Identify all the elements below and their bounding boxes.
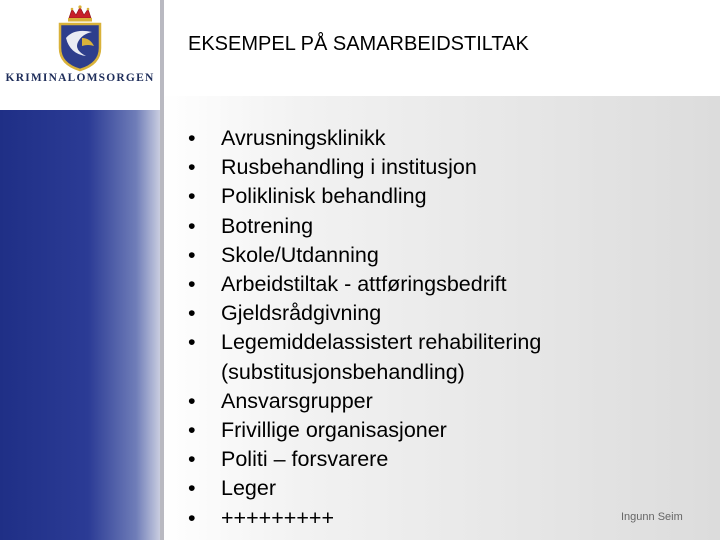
list-item <box>188 153 638 182</box>
bullet-icon: • <box>188 476 196 501</box>
list-item-text: Ansvarsgrupper <box>221 388 373 413</box>
bullet-icon: • <box>188 126 196 150</box>
logo-wordmark: KRIMINALOMSORGEN <box>5 72 155 84</box>
bullet-icon: • <box>188 184 196 209</box>
kriminalomsorgen-emblem-icon <box>52 4 108 72</box>
list-item-text: Skole/Utdanning <box>221 242 379 267</box>
list-item-text: Rusbehandling i institusjon <box>221 155 477 180</box>
list-item <box>188 182 638 211</box>
bullet-icon: • <box>188 155 196 180</box>
sidebar-blue-band <box>0 110 160 540</box>
bullet-icon: • <box>188 330 196 355</box>
bullet-icon: • <box>188 272 196 297</box>
list-item <box>188 270 638 299</box>
bullet-icon: • <box>188 213 196 238</box>
list-item <box>188 299 638 328</box>
list-item-text: +++++++++ <box>221 505 335 530</box>
bullet-icon: • <box>188 301 196 326</box>
bullet-icon: • <box>188 505 196 530</box>
list-item-text: Poliklinisk behandling <box>221 184 427 209</box>
list-item <box>188 241 638 270</box>
list-item-text: Politi – forsvarere <box>221 447 389 472</box>
list-item-text: Arbeidstiltak - attføringsbedrift <box>221 272 507 297</box>
list-item-text: Frivillige organisasjoner <box>221 418 447 443</box>
list-item <box>188 445 638 474</box>
list-item-text: Leger <box>221 476 276 501</box>
bullet-icon: • <box>188 418 196 443</box>
bullet-list <box>188 124 638 533</box>
bullet-icon: • <box>188 447 196 472</box>
list-item <box>188 212 638 241</box>
bullet-icon: • <box>188 242 196 267</box>
list-item <box>188 504 638 533</box>
list-item-text: Gjeldsrådgivning <box>221 301 382 326</box>
list-item <box>188 124 638 153</box>
list-item-text: Avrusningsklinikk <box>221 126 386 150</box>
logo-area <box>0 0 160 110</box>
list-item-text: Botrening <box>221 213 314 238</box>
list-item <box>188 328 638 386</box>
list-item <box>188 387 638 416</box>
bullet-icon: • <box>188 388 196 413</box>
list-item-text: Legemiddelassistert rehabilitering (substitusjonsbehandling) <box>221 330 542 384</box>
footer-author: Ingunn Seim <box>621 511 683 523</box>
slide-title: EKSEMPEL PÅ SAMARBEIDSTILTAK <box>188 33 529 55</box>
list-item <box>188 474 638 503</box>
sidebar <box>0 0 160 540</box>
list-item <box>188 416 638 445</box>
